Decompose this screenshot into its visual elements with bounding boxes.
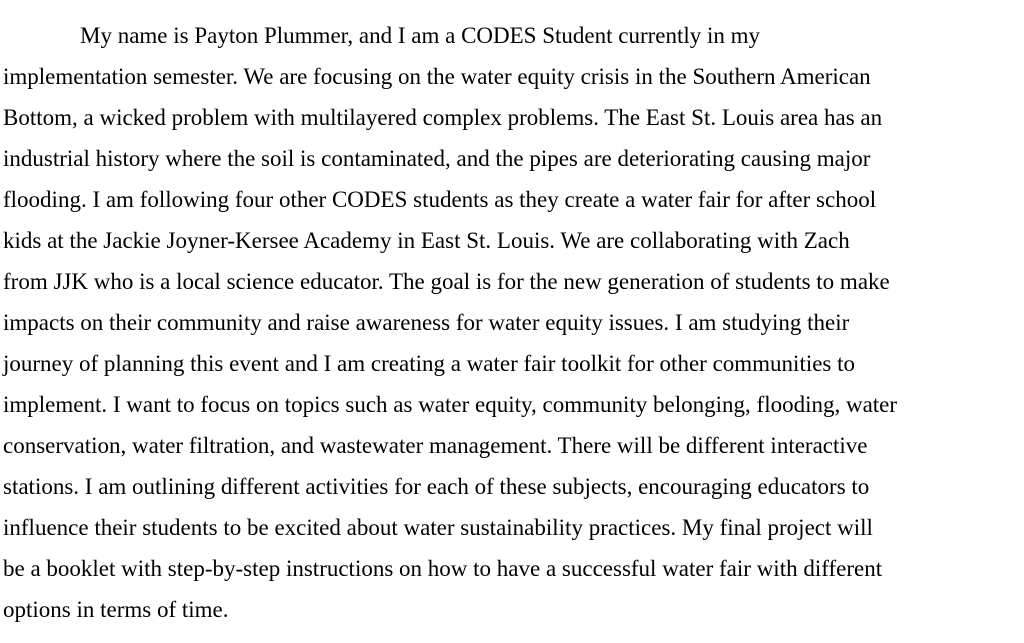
paragraph-line: be a booklet with step-by-step instructions on how to have a successful water fair with different: [3, 556, 883, 581]
paragraph-line: flooding. I am following four other CODES students as they create a water fair for after school: [3, 187, 877, 212]
body-paragraph: [3, 15, 1019, 630]
paragraph-line: kids at the Jackie Joyner-Kersee Academy in East St. Louis. We are collaborating with Zach: [3, 228, 850, 253]
paragraph-line: conservation, water filtration, and wastewater management. There will be different interactive: [3, 433, 868, 458]
paragraph-line: from JJK who is a local science educator. The goal is for the new generation of students to make: [3, 269, 890, 294]
paragraph-line: impacts on their community and raise awareness for water equity issues. I am studying their: [3, 310, 850, 335]
paragraph-line: influence their students to be excited about water sustainability practices. My final project will: [3, 515, 873, 540]
paragraph-line: implement. I want to focus on topics such as water equity, community belonging, flooding, water: [3, 392, 898, 417]
paragraph-line: My name is Payton Plummer, and I am a CODES Student currently in my: [80, 23, 761, 48]
paragraph-line: options in terms of time.: [3, 597, 229, 622]
paragraph-line: journey of planning this event and I am creating a water fair toolkit for other communities to: [3, 351, 856, 376]
paragraph-line: industrial history where the soil is contaminated, and the pipes are deteriorating causing major: [3, 146, 871, 171]
paragraph-line: stations. I am outlining different activities for each of these subjects, encouraging educators to: [3, 474, 870, 499]
paragraph-line: implementation semester. We are focusing on the water equity crisis in the Southern American: [3, 64, 871, 89]
document-page: [3, 15, 1019, 630]
paragraph-line: Bottom, a wicked problem with multilayered complex problems. The East St. Louis area has an: [3, 105, 883, 130]
